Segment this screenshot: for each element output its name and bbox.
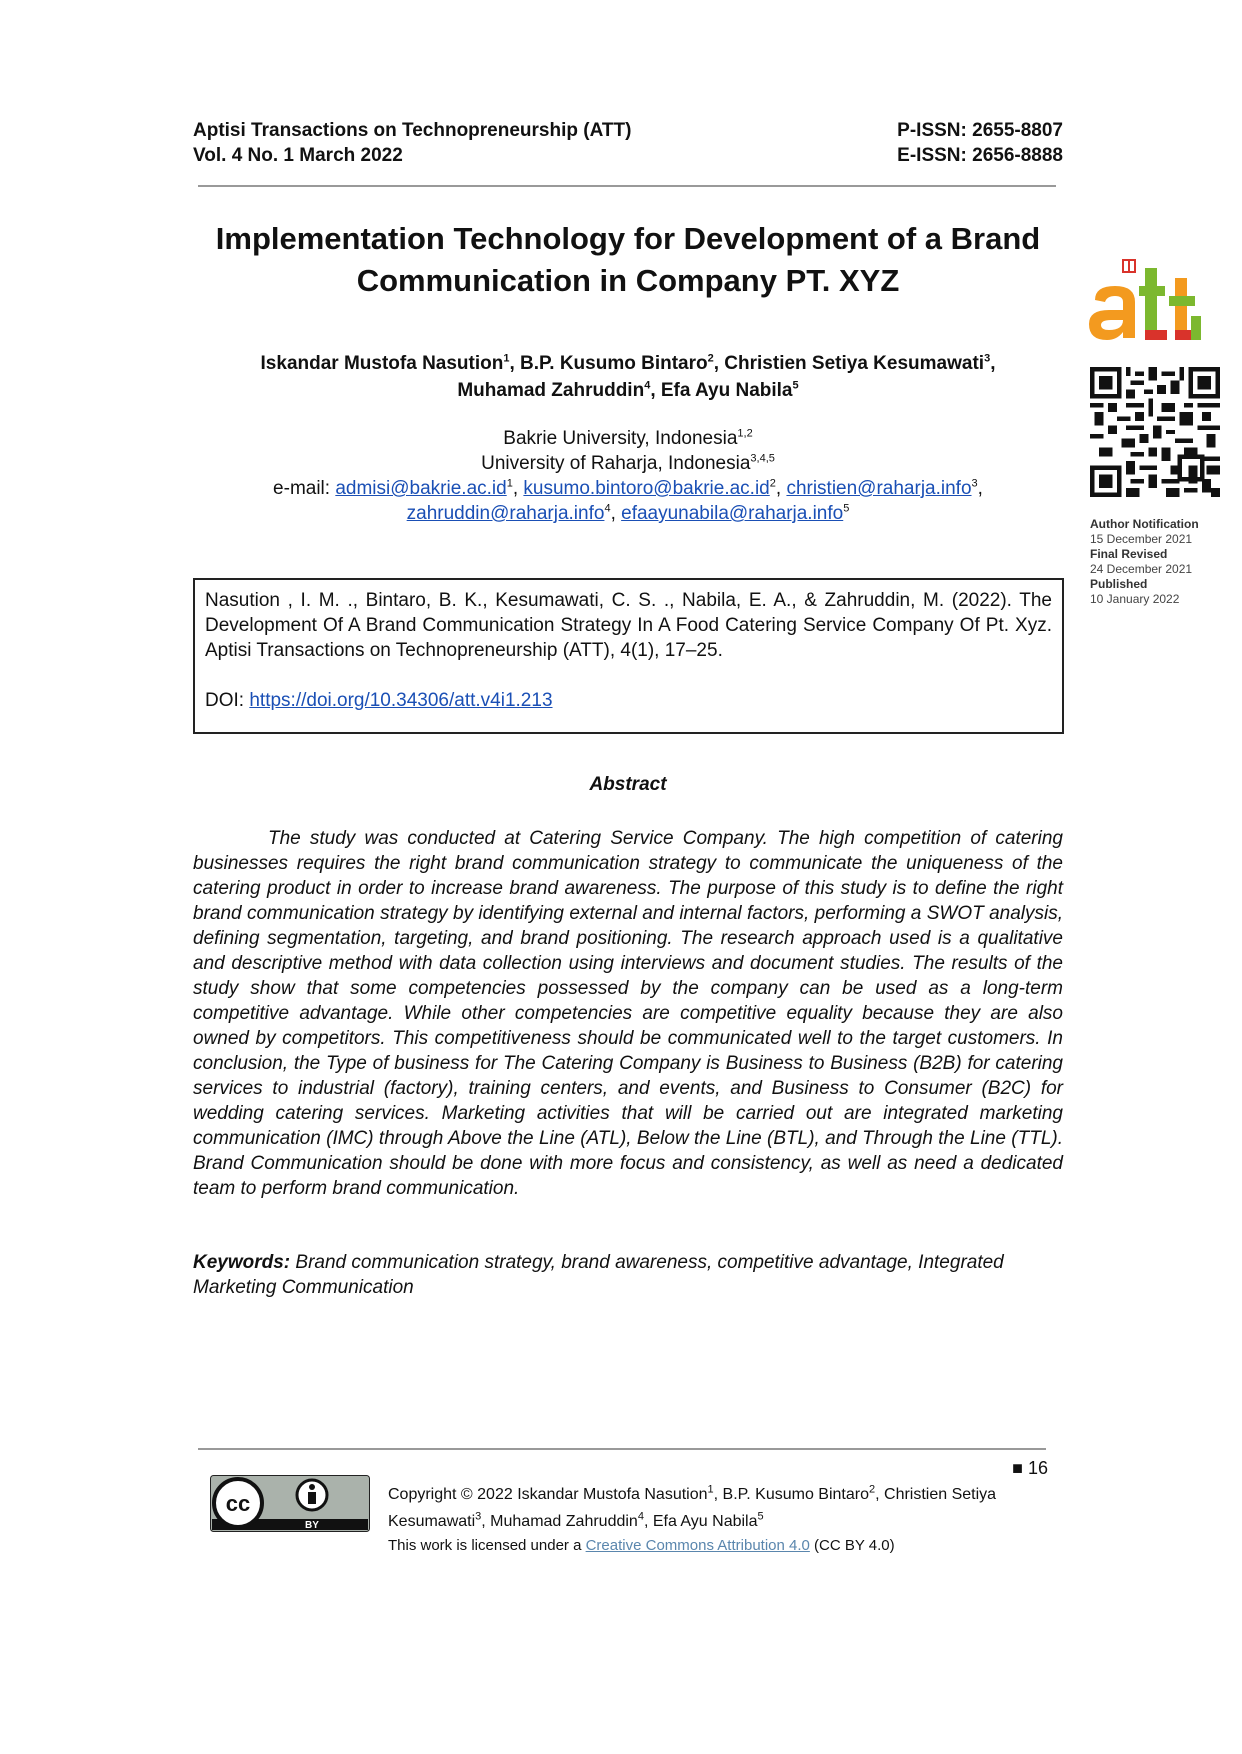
doi-line: [205, 688, 1052, 713]
footer-divider: [198, 1448, 1046, 1450]
abstract-text: The study was conducted at Catering Service Company. The high competition of catering businesses requires the right brand communication strategy to communicate the uniqueness of the catering product in order to increase brand awareness. The purpose of this study is to define the right brand communication strategy by identifying external and internal factors, performing a SWOT analysis, defining segmentation, targeting, and brand positioning. The research approach used is a qualitative and descriptive method with data collection using interviews and document studies. The results of the study show that some competencies possessed by the company can be used as a long-term competitive advantage. While other competencies are competitive equality because they are also owned by competitors. This competitiveness should be communicated well to the target customers. In conclusion, the Type of business for The Catering Company is Business to Business (B2B) for catering services to industrial (factory), training centers, and events, and Business to Consumer (B2C) for wedding catering services. Marketing activities that will be carried out are integrated marketing communication (IMC) through Above the Line (ATL), Below the Line (BTL), and Through the Line (TTL). Brand Communication should be done with more focus and consistency, as well as need a dedicated team to perform brand communication.: [193, 828, 1063, 1199]
date-label: Published: [1090, 577, 1148, 591]
pissn: P-ISSN: 2655-8807: [897, 120, 1063, 141]
author: B.P. Kusumo Bintaro$^2$: [520, 352, 714, 374]
author: Efa Ayu Nabila$^5$: [660, 379, 799, 401]
affiliation: University of Raharja, Indonesia$^{3,4,5}$: [481, 452, 775, 474]
author: Iskandar Mustofa Nasution$^1$: [260, 352, 510, 374]
email-link[interactable]: admisi@bakrie.ac.id: [335, 478, 507, 499]
license-notice: This work is licensed under a Creative Commons Attribution 4.0 (CC BY 4.0): [388, 1537, 895, 1554]
author-list: Iskandar Mustofa Nasution$^1$, B.P. Kusumo Bintaro$^2$, Christien Setiya Kesumawati$^3$, Muhamad Zahruddin$^4$, Efa Ayu Nabila$^5$: [260, 352, 996, 401]
page-number: ■ 16: [1012, 1458, 1048, 1478]
email-link[interactable]: efaayunabila@raharja.info: [621, 503, 844, 524]
copyright-notice: Copyright © 2022 Iskandar Mustofa Nasution$^1$, B.P. Kusumo Bintaro$^2$, Christien Setiya Kesumawati$^3$, Muhamad Zahruddin$^4$, Efa Ayu Nabila$^5$: [388, 1483, 997, 1530]
citation-box: [193, 578, 1064, 734]
header-right: [897, 118, 1063, 168]
email-label: e-mail:: [273, 478, 331, 499]
citation-text: Nasution , I. M. ., Bintaro, B. K., Kesumawati, C. S. ., Nabila, E. A., & Zahruddin, M. (2022). The Development Of A Brand Communication Strategy In A Food Catering Service Company Of Pt. Xyz. Aptisi Transactions on Technopreneurship (ATT), 4(1), 17–25.: [205, 590, 1052, 661]
author: Christien Setiya Kesumawati$^3$: [724, 352, 991, 374]
keywords-label: Keywords:: [193, 1252, 291, 1273]
eissn: E-ISSN: 2656-8888: [897, 145, 1063, 166]
date-label: Final Revised: [1090, 547, 1168, 561]
journal-volume: Vol. 4 No. 1 March 2022: [193, 145, 403, 166]
publication-dates: [1090, 517, 1230, 607]
author: Muhamad Zahruddin$^4$: [457, 379, 651, 401]
svg-text:cc: cc: [225, 1491, 251, 1516]
email-link[interactable]: christien@raharja.info: [786, 478, 972, 499]
cc-by-license-icon: [210, 1475, 370, 1532]
keywords: [193, 1250, 1063, 1300]
keywords-text: Brand communication strategy, brand awareness, competitive advantage, Integrated Marketing Communication: [193, 1252, 1004, 1298]
journal-name: Aptisi Transactions on Technopreneurship (ATT): [193, 120, 632, 141]
email-link[interactable]: kusumo.bintoro@bakrie.ac.id: [523, 478, 770, 499]
date-value: 10 January 2022: [1090, 592, 1180, 606]
qr-code-icon: [1090, 367, 1220, 497]
date-value: 15 December 2021: [1090, 532, 1193, 546]
date-value: 24 December 2021: [1090, 562, 1193, 576]
abstract-heading: Abstract: [589, 774, 667, 795]
doi-link[interactable]: https://doi.org/10.34306/att.v4i1.213: [249, 690, 553, 711]
email-link[interactable]: zahruddin@raharja.info: [406, 503, 605, 524]
att-logo-icon: [1085, 258, 1215, 352]
email-line: e-mail: $admisi@bakrie.ac.id^1$, $kusumo.bintoro@bakrie.ac.id^2$, christien@raharja.info$^3$,: [273, 477, 983, 499]
paper-title: Implementation Technology for Development of a Brand Communication in Company PT. XYZ: [215, 221, 1041, 298]
header-divider: [198, 185, 1056, 187]
date-label: Author Notification: [1090, 517, 1199, 531]
header-left: [193, 118, 631, 168]
cc-badge-text: BY: [305, 1520, 319, 1531]
affiliation: Bakrie University, Indonesia$^{1,2}$: [503, 427, 753, 449]
affiliations: [193, 426, 1063, 526]
email-line: zahruddin@raharja.info$^4$, efaayunabila@raharja.info$^5$: [406, 502, 850, 524]
license-link[interactable]: Creative Commons Attribution 4.0: [585, 1537, 810, 1554]
doi-label: DOI:: [205, 690, 245, 711]
